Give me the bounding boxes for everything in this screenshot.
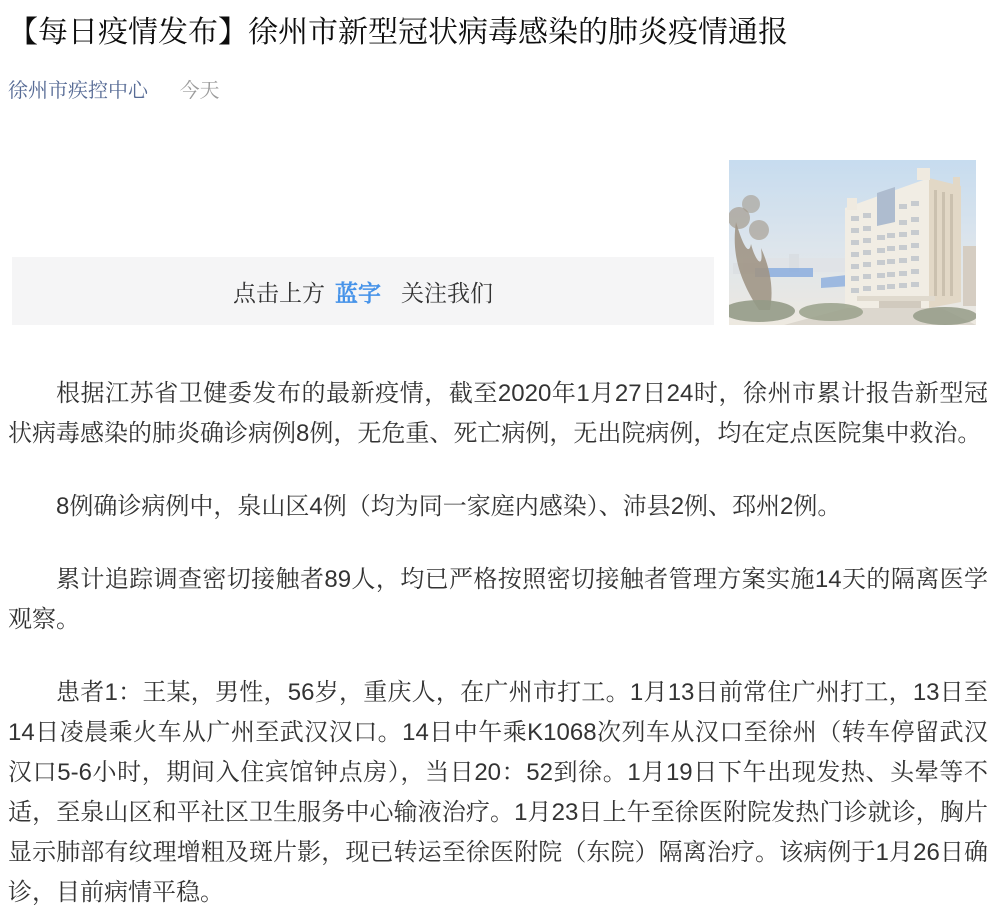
banner-suffix-text: 关注我们 xyxy=(401,279,493,306)
byline xyxy=(8,78,988,104)
article-page xyxy=(0,14,1000,913)
follow-us-banner xyxy=(12,257,714,325)
banner-prefix-text: 点击上方 xyxy=(233,279,325,306)
paragraph-summary: 根据江苏省卫健委发布的最新疫情，截至2020年1月27日24时，徐州市累计报告新型冠状病毒感染的肺炎确诊病例8例，无危重、死亡病例，无出院病例，均在定点医院集中救治。 xyxy=(8,380,988,447)
paragraph-case-distribution: 8例确诊病例中，泉山区4例（均为同一家庭内感染）、沛县2例、邳州2例。 xyxy=(56,493,842,520)
article-title: 【每日疫情发布】徐州市新型冠状病毒感染的肺炎疫情通报 xyxy=(8,16,788,49)
banner-highlight-text: 蓝字 xyxy=(335,279,381,306)
hero-section xyxy=(8,104,988,326)
publish-time: 今天 xyxy=(179,80,220,102)
building-photo-illustration xyxy=(729,160,976,325)
article-body xyxy=(8,374,988,913)
paragraph-patient-1: 患者1：王某，男性，56岁，重庆人，在广州市打工。1月13日前常住广州打工，13日至14日凌晨乘火车从广州至武汉汉口。14日中午乘K1068次列车从汉口至徐州（转车停留武汉汉口5-6小时，期间入住宾馆钟点房），当日20：52到徐。1月19日下午出现发热、头晕等不适，至泉山区和平社区卫生服务中心输液治疗。1月23日上午至徐医附院发热门诊就诊，胸片显示肺部有纹理增粗及斑片影，现已转运至徐医附院（东院）隔离治疗。该病例于1月26日确诊，目前病情平稳。 xyxy=(8,679,988,906)
hero-building-photo xyxy=(729,160,976,325)
paragraph-close-contacts: 累计追踪调查密切接触者89人，均已严格按照密切接触者管理方案实施14天的隔离医学观察。 xyxy=(8,566,988,633)
author-link[interactable]: 徐州市疾控中心 xyxy=(8,80,148,102)
